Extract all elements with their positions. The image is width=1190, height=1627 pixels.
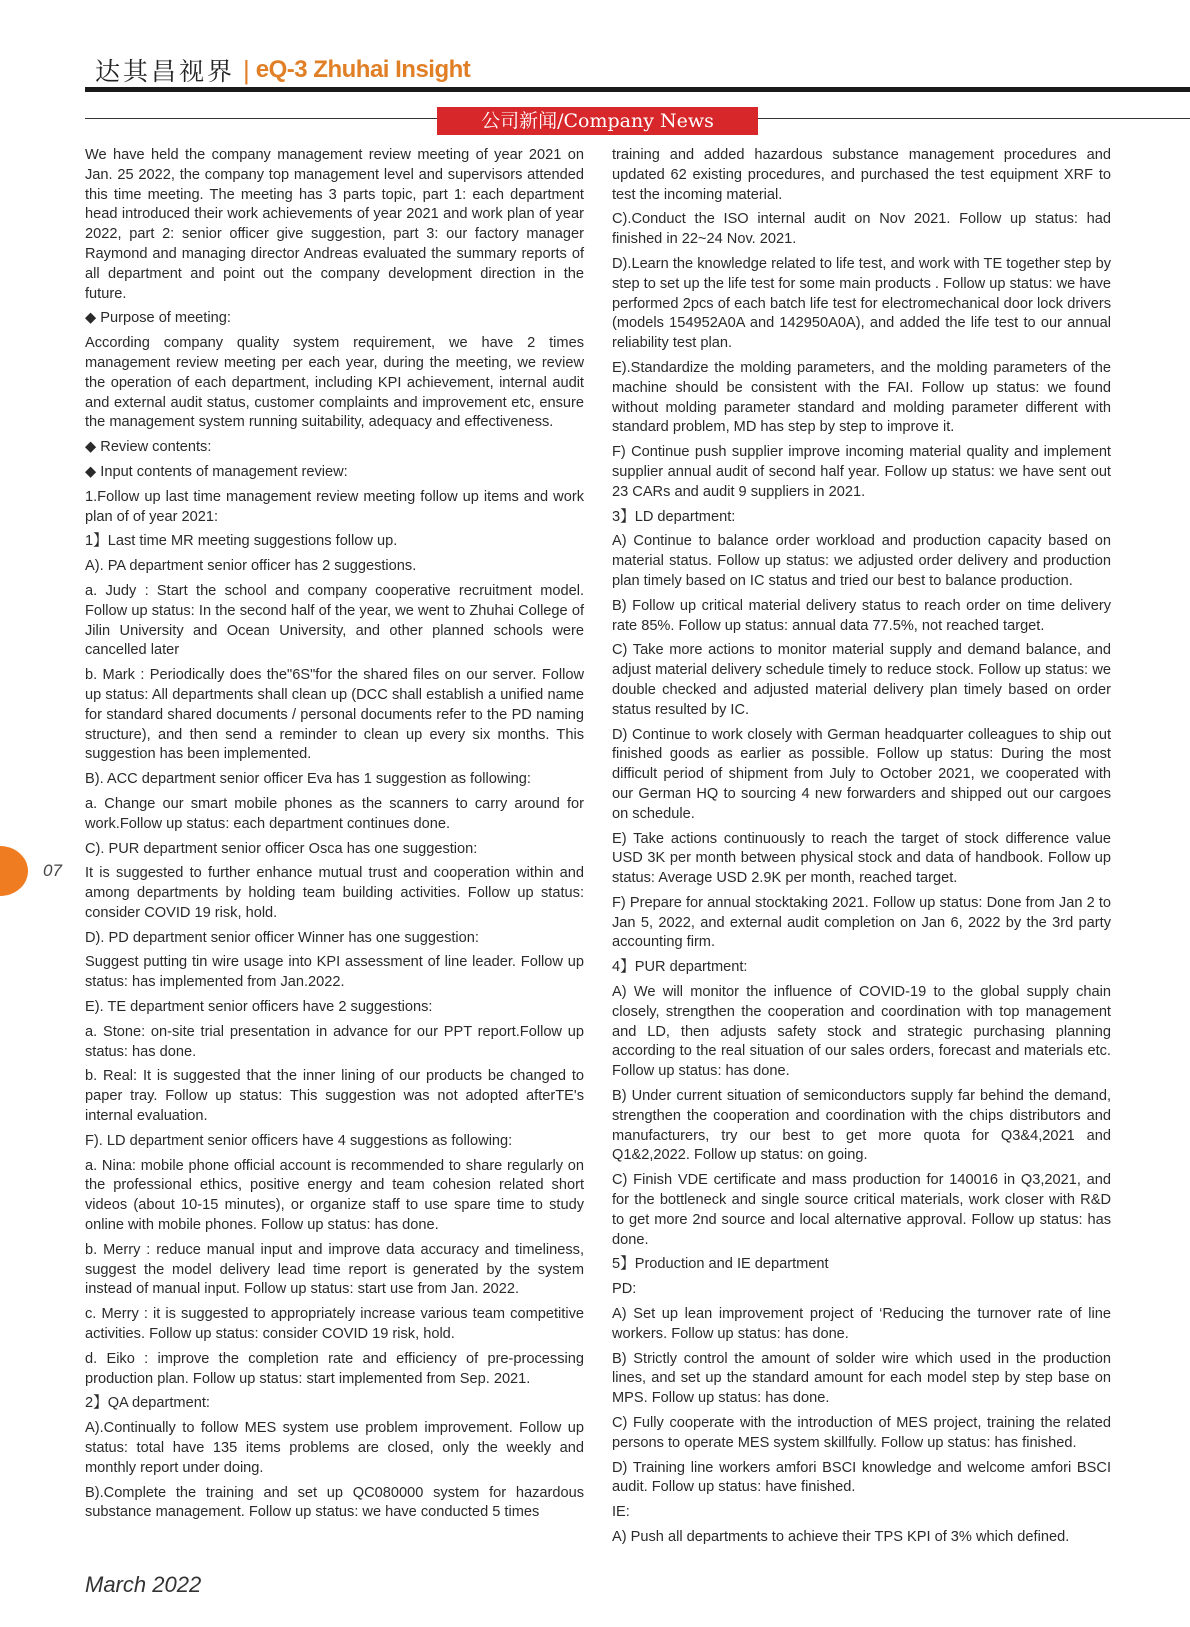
header-divider <box>85 87 1190 92</box>
paragraph: b. Mark : Periodically does the"6S"for the shared files on our server. Follow up status: All departments shall clean up (DCC shall establish a unified name for standard shared documents / personal documents refer to the PD naming structure), and then send a reminder to clean up every six months. This suggestion has been implemented. <box>85 667 584 763</box>
magazine-header <box>95 50 470 90</box>
magazine-title-cn: 达其昌视界 <box>95 57 236 86</box>
paragraph: IE: <box>612 1504 630 1521</box>
paragraph: It is suggested to further enhance mutual trust and cooperation within and among departments by holding team building activities. Follow up status: consider COVID 19 risk, hold. <box>85 865 584 921</box>
paragraph: b. Real: It is suggested that the inner lining of our products be changed to paper tray. Follow up status: This suggestion was not adopted afterTE's internal evaluation. <box>85 1068 584 1125</box>
paragraph: a. Nina: mobile phone official account is recommended to share regularly on the professional ethics, positive energy and team cohesion related short videos (about 10-15 minutes), or organize staff to use spare time to study online with mobile phones. Follow up status: has done. <box>85 1157 584 1234</box>
paragraph: a. Judy : Start the school and company cooperative recruitment model. Follow up status: In the second half of the year, we went to Zhuhai College of Jilin University and Ocean University, and other planned schools were cancelled later <box>85 582 584 659</box>
paragraph: 5】Production and IE department <box>612 1256 829 1273</box>
paragraph: E). TE department senior officers have 2 suggestions: <box>85 999 433 1016</box>
issue-date: March 2022 <box>85 1572 202 1597</box>
left-column <box>85 146 584 1528</box>
paragraph: PD: <box>612 1281 637 1298</box>
paragraph: E) Take actions continuously to reach the target of stock difference value USD 3K per month between physical stock and data of handbook. Follow up status: Average USD 2.9K per month, reached target. <box>612 830 1111 887</box>
right-column <box>612 146 1111 1553</box>
paragraph: 1.Follow up last time management review meeting follow up items and work plan of of year 2021: <box>85 488 584 525</box>
paragraph: D). PD department senior officer Winner has one suggestion: <box>85 929 479 946</box>
paragraph: A).Continually to follow MES system use problem improvement. Follow up status: total have 135 items problems are closed, only the weekly and monthly report under doing. <box>85 1420 584 1476</box>
section-rule-right <box>758 118 1190 119</box>
paragraph: D) Training line workers amfori BSCI knowledge and welcome amfori BSCI audit. Follow up status: have finished. <box>612 1459 1111 1496</box>
paragraph: C). PUR department senior officer Osca has one suggestion: <box>85 840 478 857</box>
section-rule-left <box>85 118 437 119</box>
paragraph: B) Under current situation of semiconductors supply far behind the demand, strengthen the cooperation and coordination with the chips distributors and manufacturers, try our best to get more quota for Q3&4,2021 and Q1&2,2022. Follow up status: on going. <box>612 1088 1111 1164</box>
header-separator: | <box>243 54 250 85</box>
paragraph: D).Learn the knowledge related to life test, and work with TE together step by step to set up the life test for some main products . Follow up status: we have performed 2pcs of each batch life test for electromechanical door lock drivers (models 154952A0A and 142950A0A), and added the life test to our annual reliability test plan. <box>612 255 1111 352</box>
paragraph: Suggest putting tin wire usage into KPI assessment of line leader. Follow up status: has implemented from Jan.2022. <box>85 954 584 991</box>
paragraph: B). ACC department senior officer Eva has 1 suggestion as following: <box>85 771 531 788</box>
paragraph: B) Strictly control the amount of solder wire which used in the production lines, and set up the standard amount for each model step by step base on MPS. Follow up status: has done. <box>612 1350 1111 1407</box>
paragraph: 3】LD department: <box>612 508 736 525</box>
magazine-title-en: eQ-3 Zhuhai Insight <box>255 56 471 83</box>
section-title: 公司新闻/Company News <box>437 107 758 135</box>
paragraph: A). PA department senior officer has 2 suggestions. <box>85 558 417 575</box>
paragraph: 2】QA department: <box>85 1395 210 1412</box>
paragraph: b. Merry : reduce manual input and improve data accuracy and timeliness, suggest the model delivery lead time report is generated by the system instead of manual input. Follow up status: start use from Jan. 2022. <box>85 1241 584 1298</box>
paragraph: F) Prepare for annual stocktaking 2021. Follow up status: Done from Jan 2 to Jan 5, 2022, and external audit completion on Jan 6, 2022 by the 3rd party accounting firm. <box>612 894 1111 951</box>
paragraph: 1】Last time MR meeting suggestions follow up. <box>85 533 398 550</box>
paragraph: C) Fully cooperate with the introduction of MES project, training the related persons to operate MES system skillfully. Follow up status: has finished. <box>612 1415 1111 1451</box>
paragraph: d. Eiko : improve the completion rate and efficiency of pre-processing production plan. Follow up status: start implemented from Sep. 2021. <box>85 1350 584 1387</box>
paragraph: A) Push all departments to achieve their TPS KPI of 3% which defined. <box>612 1529 1070 1545</box>
paragraph: ◆ Review contents: <box>85 439 212 456</box>
paragraph: a. Change our smart mobile phones as the scanners to carry around for work.Follow up status: each department continues done. <box>85 795 584 832</box>
page-tab-marker <box>0 846 28 896</box>
paragraph: C).Conduct the ISO internal audit on Nov 2021. Follow up status: had finished in 22~24 Nov. 2021. <box>612 211 1111 248</box>
paragraph: B) Follow up critical material delivery status to reach order on time delivery rate 85%. Follow up status: annual data 77.5%, not reached target. <box>612 597 1111 634</box>
paragraph: A) Set up lean improvement project of ‘Reducing the turnover rate of line workers. Follow up status: has done. <box>612 1306 1111 1342</box>
paragraph: 4】PUR department: <box>612 959 748 976</box>
paragraph: E).Standardize the molding parameters, and the molding parameters of the machine should be consistent with the FAI. Follow up status: we found without molding parameter standard and molding parameter different with standard problem, MD has step by step to improve it. <box>612 359 1111 436</box>
paragraph: According company quality system requirement, we have 2 times management review meeting per each year, during the meeting, we review the operation of each department, including KPI achievement, internal audit and external audit status, customer complaints and improvement etc, ensure the management system running suitability, adequacy and effectiveness. <box>85 335 584 431</box>
paragraph: C) Take more actions to monitor material supply and demand balance, and adjust material delivery schedule timely to reduce stock. Follow up status: we double checked and adjusted material delivery plan timely based on order status resulted by IC. <box>612 642 1111 718</box>
paragraph: B).Complete the training and set up QC080000 system for hazardous substance management. Follow up status: we have conducted 5 times <box>85 1484 584 1521</box>
paragraph: ◆ Purpose of meeting: <box>85 310 231 327</box>
paragraph: training and added hazardous substance management procedures and updated 62 existing procedures, and purchased the test equipment XRF to test the incoming material. <box>612 147 1111 203</box>
paragraph: D) Continue to work closely with German headquarter colleagues to ship out finished goods as earlier as possible. Follow up status: During the most difficult period of shipment from July to October 2021, we cooperated with our German HQ to sourcing 4 new forwarders and shipped out our cargoes on schedule. <box>612 726 1111 822</box>
paragraph: a. Stone: on-site trial presentation in advance for our PPT report.Follow up status: has done. <box>85 1023 584 1060</box>
paragraph: We have held the company management review meeting of year 2021 on Jan. 25 2022, the company top management level and supervisors attended this time meeting. The meeting has 3 parts topic, part 1: each department head introduced their work achievements of year 2021 and work plan of year 2022, part 2: senior officer give suggestion, part 3: our factory manager Raymond and managing director Andreas evaluated the summary reports of all department and point out the company development direction in the future. <box>85 147 584 302</box>
paragraph: F) Continue push supplier improve incoming material quality and implement supplier annual audit of second half year. Follow up status: we have sent out 23 CARs and audit 9 suppliers in 2021. <box>612 444 1111 500</box>
paragraph: ◆ Input contents of management review: <box>85 463 348 480</box>
paragraph: A) Continue to balance order workload and production capacity based on material status. Follow up status: we adjusted order delivery and production plan timely based on IC status and tried our best to balance production. <box>612 533 1111 589</box>
page-number: 07 <box>43 861 62 880</box>
paragraph: C) Finish VDE certificate and mass production for 140016 in Q3,2021, and for the bottleneck and single source critical materials, work closer with R&D to get more 2nd source and local alternative approval. Follow up status: has done. <box>612 1172 1111 1248</box>
paragraph: c. Merry : it is suggested to appropriately increase various team competitive activities. Follow up status: consider COVID 19 risk, hold. <box>85 1306 584 1343</box>
paragraph: A) We will monitor the influence of COVID-19 to the global supply chain closely, strengthen the cooperation and coordination with top management and LD, then adjusts safety stock and strategic purchasing planning according to the real situation of our sales orders, forecast and materials etc. Follow up status: has done. <box>612 984 1111 1080</box>
paragraph: F). LD department senior officers have 4 suggestions as following: <box>85 1132 513 1149</box>
